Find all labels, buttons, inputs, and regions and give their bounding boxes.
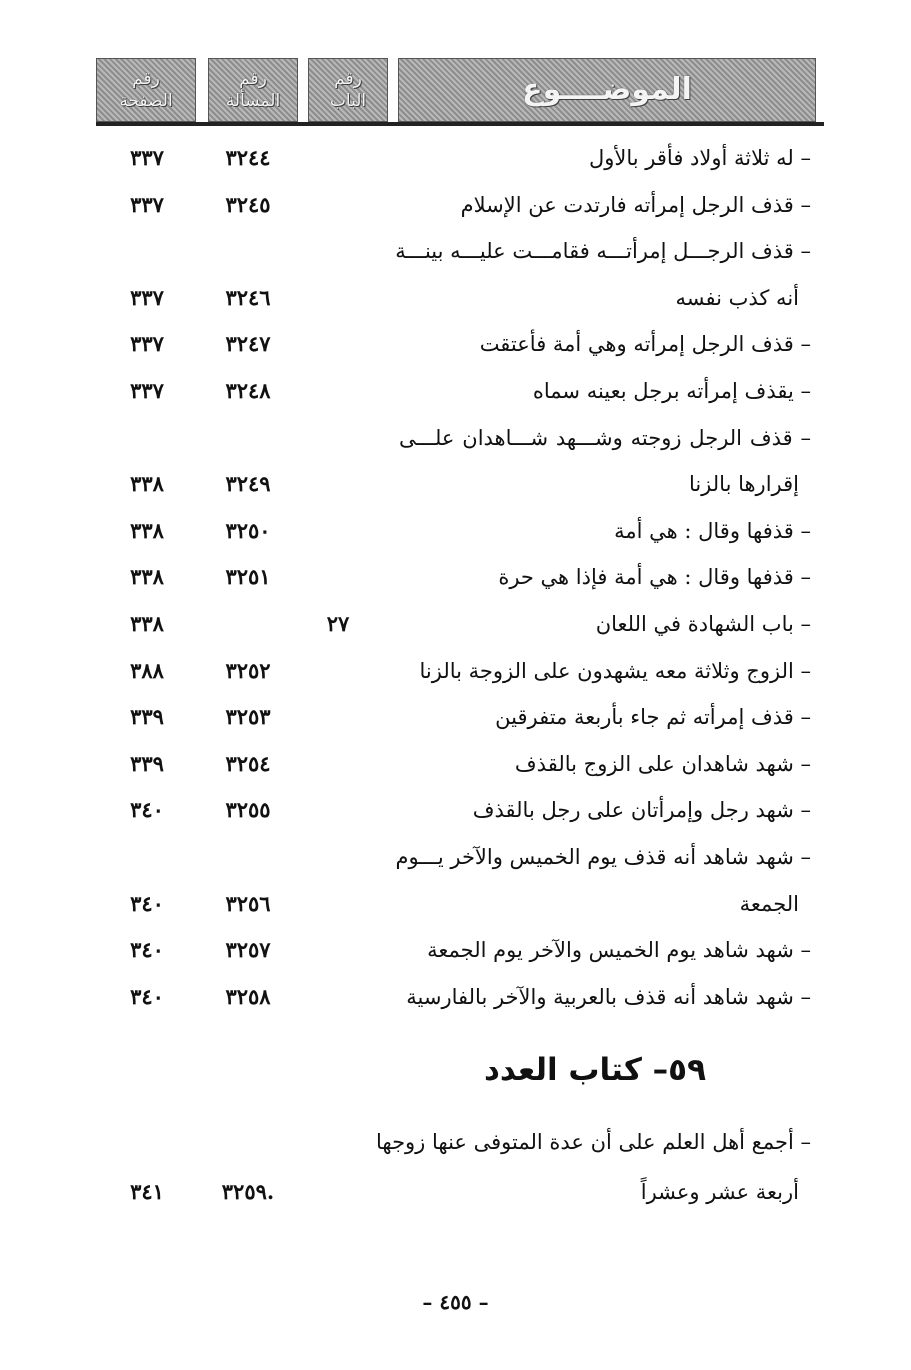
entry-page-number: ٣٣٧ (130, 331, 164, 357)
table-row (0, 511, 911, 551)
table-row (0, 185, 911, 225)
entry-issue-number: ٣٢٤٩ (225, 471, 271, 497)
header-page-number-cell (96, 58, 196, 122)
header-issue-number-cell (208, 58, 298, 122)
entry-page-number: ٣٣٧ (130, 378, 164, 403)
entry-topic: – شهد شاهد أنه قذف بالعربية والآخر بالفارسية (406, 984, 811, 1009)
entry-topic: – شهد شاهد يوم الخميس والآخر يوم الجمعة (427, 938, 811, 963)
table-row (0, 418, 911, 458)
header-chapter-label-2: الباب (329, 91, 367, 111)
entry-issue-number: ٣٢٥٠ (225, 517, 271, 543)
page-number: – ٤٥٥ – (422, 1290, 489, 1314)
entry-page-number: ٣٨٨ (130, 657, 164, 683)
table-row (0, 697, 911, 737)
entry-issue-number: ٣٢٥٨ (225, 983, 271, 1009)
entry-topic: – قذفها وقال : هي أمة فإذا هي حرة (498, 565, 811, 590)
table-row (0, 231, 911, 271)
header-topic-label: الموضــــوع (522, 72, 692, 107)
entry-issue-number: ٣٢٥٢ (225, 657, 271, 683)
index-header (96, 58, 824, 128)
entry-page-number: ٣٤٠ (130, 983, 164, 1009)
table-row (0, 837, 911, 877)
entry-issue-number: ٣٢٥١ (225, 564, 271, 590)
entry-page-number: ٣٣٨ (130, 611, 164, 636)
entry-issue-number: ٣٢٤٥ (225, 191, 271, 217)
entry-topic: – شهد شاهد أنه قذف يوم الخميس والآخر يـــوم (395, 845, 811, 869)
header-issue-label-1: رقم (239, 69, 267, 89)
table-row (0, 1172, 911, 1212)
entry-issue-number: ٣٢٥٣ (225, 704, 271, 730)
entry-issue-number: ٣٢٤٧ (225, 331, 271, 357)
header-chapter-label-1: رقم (334, 69, 362, 89)
entry-topic: – قذف إمرأته ثم جاء بأربعة متفرقين (495, 705, 811, 730)
table-row (0, 790, 911, 830)
entry-issue-number: ٣٢٤٨ (225, 378, 271, 403)
entry-issue-number: ٣٢٥٧ (225, 937, 271, 963)
entry-topic: – له ثلاثة أولاد فأقر بالأول (589, 146, 811, 170)
entry-topic: – الزوج وثلاثة معه يشهدون على الزوجة بالزنا (419, 658, 811, 683)
entry-topic: أنه كذب نفسه (675, 285, 799, 310)
table-row (0, 138, 911, 178)
entry-issue-number: ٣٢٤٤ (225, 145, 271, 170)
entry-page-number: ٣٤٠ (130, 937, 164, 963)
entry-topic: – قذفها وقال : هي أمة (614, 518, 811, 543)
entry-page-number: ٣٣٧ (130, 284, 164, 310)
entry-topic: أربعة عشر وعشراً (640, 1180, 799, 1204)
entry-topic: – قذف الرجل زوجته وشـــهد شـــاهدان علـــى (399, 425, 811, 450)
header-topic-cell (398, 58, 816, 122)
header-page-label-2: الصفحة (119, 91, 173, 111)
entry-page-number: ٣٣٩ (130, 704, 164, 730)
header-rule (96, 122, 824, 126)
entry-topic: الجمعة (739, 891, 799, 916)
chapter-title: ٥٩– كتاب العدد (484, 1052, 706, 1088)
entry-issue-number: ٣٢٥٤ (225, 750, 271, 776)
entry-page-number: ٣٣٩ (130, 750, 164, 776)
entry-issue-number: ٣٢٤٦ (225, 284, 271, 310)
entry-topic: – قذف الرجل إمرأته فارتدت عن الإسلام (460, 192, 811, 217)
entry-topic: إقرارها بالزنا (688, 472, 799, 497)
table-row (0, 278, 911, 318)
entry-page-number: ٣٣٧ (130, 191, 164, 217)
header-issue-label-2: المسألة (225, 91, 281, 111)
table-row (0, 930, 911, 970)
table-row (0, 1122, 911, 1162)
table-row (0, 604, 911, 644)
table-row (0, 651, 911, 691)
table-row (0, 464, 911, 504)
table-row (0, 371, 911, 411)
entry-page-number: ٣٤٠ (130, 890, 164, 916)
entry-issue-number: ٣٢٥٩. (221, 1179, 275, 1204)
entry-topic: – شهد رجل وإمرأتان على رجل بالقذف (472, 798, 811, 823)
entry-page-number: ٣٤١ (130, 1179, 164, 1204)
entry-issue-number: ٣٢٥٦ (225, 890, 271, 916)
entry-page-number: ٣٤٠ (130, 797, 164, 823)
entry-page-number: ٣٣٨ (130, 564, 164, 590)
entry-topic: – باب الشهادة في اللعان (595, 612, 811, 636)
entry-topic: – يقذف إمرأته برجل بعينه سماه (532, 379, 811, 403)
entry-page-number: ٣٣٨ (130, 517, 164, 543)
table-row (0, 977, 911, 1017)
entry-topic: – قذف الرجـــل إمرأتـــه فقامـــت عليـــه بينـــة (395, 239, 811, 264)
table-row (0, 557, 911, 597)
entry-topic: – أجمع أهل العلم على أن عدة المتوفى عنها زوجها (375, 1130, 811, 1154)
header-page-label-1: رقم (132, 69, 160, 89)
entry-page-number: ٣٣٨ (130, 471, 164, 497)
entry-page-number: ٣٣٧ (130, 145, 164, 170)
header-chapter-number-cell (308, 58, 388, 122)
table-row (0, 884, 911, 924)
table-row (0, 324, 911, 364)
entry-issue-number: ٣٢٥٥ (225, 797, 271, 823)
entry-topic: – شهد شاهدان على الزوج بالقذف (514, 751, 811, 776)
table-row (0, 744, 911, 784)
entry-topic: – قذف الرجل إمرأته وهي أمة فأعتقت (479, 332, 811, 357)
entry-chapter-number: ٢٧ (326, 611, 350, 636)
